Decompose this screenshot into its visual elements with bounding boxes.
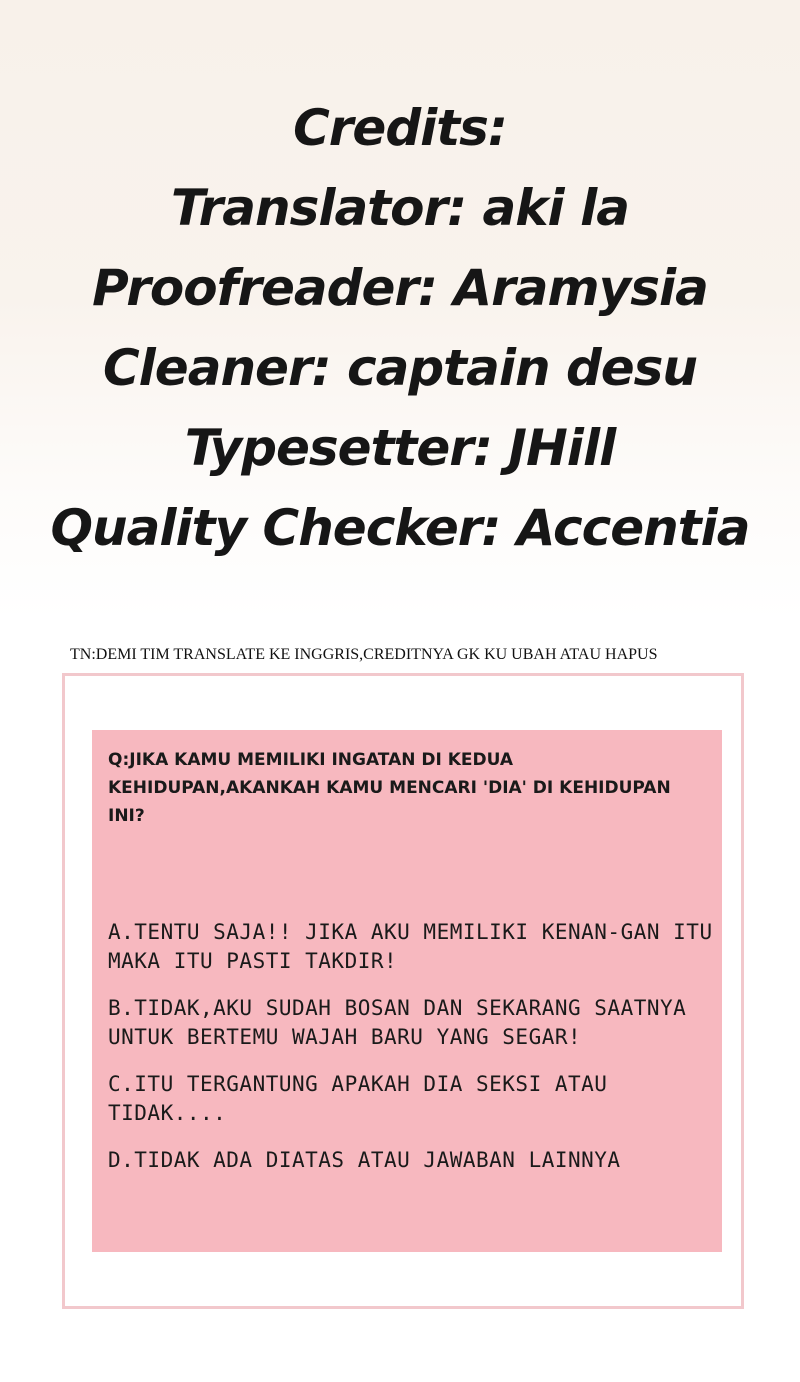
credits-translator: Translator: aki la — [171, 179, 629, 237]
quiz-card — [92, 730, 722, 1252]
credits-quality-checker: Quality Checker: Accentia — [50, 499, 750, 557]
credits-typesetter: Typesetter: JHill — [184, 419, 616, 477]
credits-cleaner: Cleaner: captain desu — [102, 339, 698, 397]
translator-note: TN:DEMI TIM TRANSLATE KE INGGRIS,CREDITNYA GK KU UBAH ATAU HAPUS — [70, 646, 658, 663]
quiz-frame — [62, 673, 744, 1309]
quiz-option-a: A.TENTU SAJA!! JIKA AKU MEMILIKI KENAN-GAN ITU MAKA ITU PASTI TAKDIR! — [108, 920, 713, 973]
quiz-option-c: C.ITU TERGANTUNG APAKAH DIA SEKSI ATAU TIDAK.... — [108, 1072, 608, 1125]
quiz-options — [108, 918, 714, 1193]
quiz-option-d: D.TIDAK ADA DIATAS ATAU JAWABAN LAINNYA — [108, 1148, 621, 1172]
quiz-option-b: B.TIDAK,AKU SUDAH BOSAN DAN SEKARANG SAATNYA UNTUK BERTEMU WAJAH BARU YANG SEGAR! — [108, 996, 687, 1049]
credits-heading: Credits: — [293, 99, 507, 157]
quiz-question: Q:JIKA KAMU MEMILIKI INGATAN DI KEDUA KEHIDUPAN,AKANKAH KAMU MENCARI 'DIA' DI KEHIDUPAN INI? — [108, 750, 671, 826]
credits-proofreader: Proofreader: Aramysia — [92, 259, 708, 317]
credits-block — [0, 88, 800, 568]
